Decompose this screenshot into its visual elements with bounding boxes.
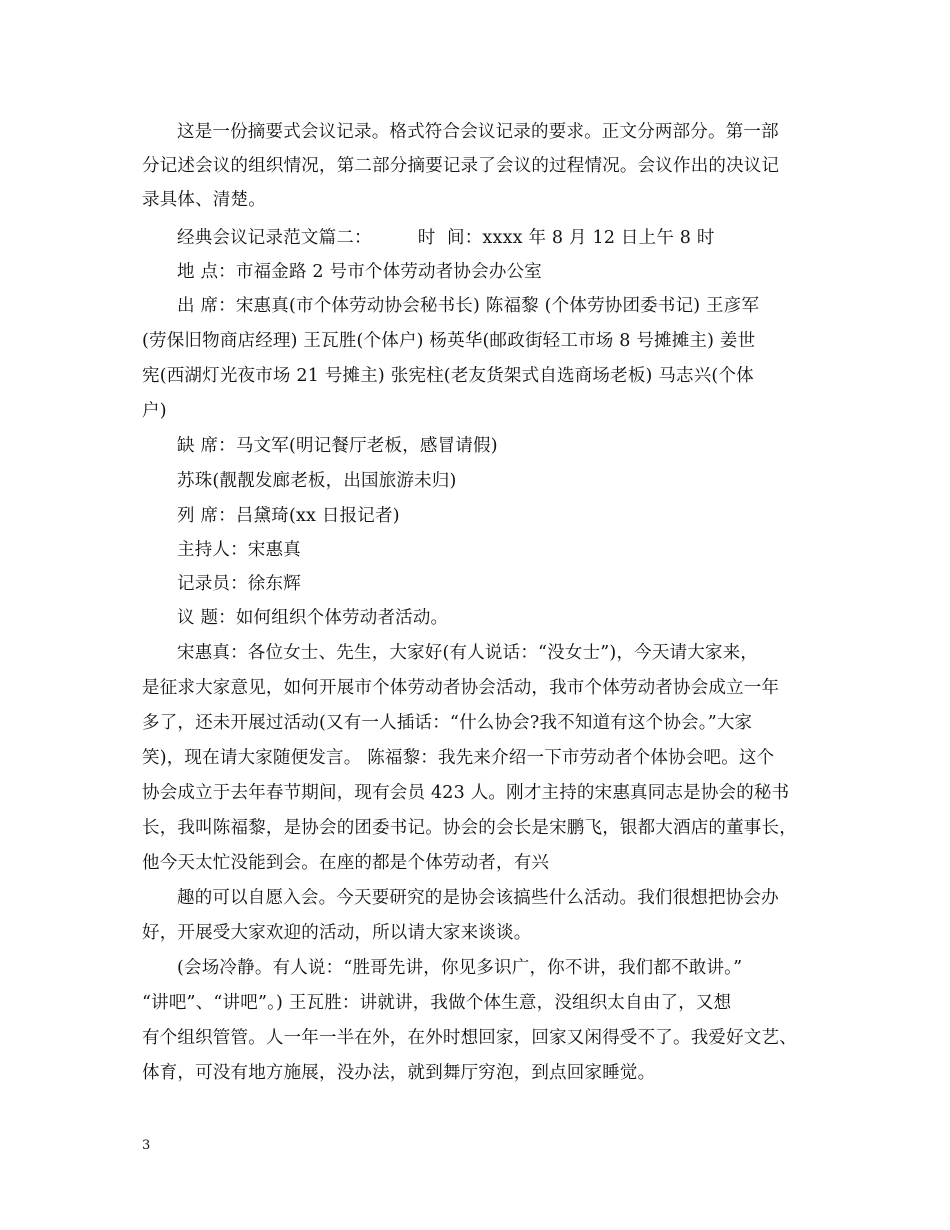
page-number: 3 [142,1138,151,1153]
body-text-line: 协会成立于去年春节期间，现有会员 423 人。刚才主持的宋惠真同志是协会的秘书 [142,783,790,803]
body-text-line: 体育，可没有地方施展，没办法，就到舞厅穷泡，到点回家睡觉。 [142,1063,656,1083]
body-text-line: 这是一份摘要式会议记录。格式符合会议记录的要求。正文分两部分。第一部 [177,122,779,142]
recorder-line: 记录员：徐东辉 [177,574,301,594]
body-text-line: 笑)，现在请大家随便发言。 陈福黎：我先来介绍一下市劳动者个体协会吧。这个 [142,748,775,768]
body-text-line: 有个组织管管。人一年一半在外，在外时想回家，回家又闲得受不了。我爱好文艺、 [142,1028,797,1048]
absent-line: 缺 席：马文军(明记餐厅老板，感冒请假) [177,436,498,456]
body-text-line: 宋惠真：各位女士、先生，大家好(有人说话：“没女士”)，今天请大家来， [177,643,759,663]
body-text-line: 长，我叫陈福黎，是协会的团委书记。协会的会长是宋鹏飞，银都大酒店的董事长， [142,818,797,838]
body-text-line: (会场冷静。有人说：“胜哥先讲，你见多识广，你不讲，我们都不敢讲。” [177,958,743,978]
attendees-line: (劳保旧物商店经理) 王瓦胜(个体户) 杨英华(邮政街轻工市场 8 号摊摊主) 姜世 [142,331,756,351]
body-text-line: 录具体、清楚。 [142,190,266,210]
meeting-location-line: 地 点：市福金路 2 号市个体劳动者协会办公室 [177,262,542,282]
body-text-line: 趣的可以自愿入会。今天要研究的是协会该搞些什么活动。我们很想把协会办 [177,888,779,908]
attendees-line: 户) [142,401,167,421]
attendees-line: 宪(西湖灯光夜市场 21 号摊主) 张宪柱(老友货架式自选商场老板) 马志兴(个体 [142,366,754,386]
attendees-line: 出 席：宋惠真(市个体劳动协会秘书长) 陈福黎 (个体劳协团委书记) 王彦军 [177,296,760,316]
observer-line: 列 席：吕黛琦(xx 日报记者) [177,506,400,526]
body-text-line: “讲吧”、“讲吧”。) 王瓦胜：讲就讲，我做个体生意，没组织太自由了，又想 [142,993,732,1013]
body-text-line: 多了，还未开展过活动(又有一人插话：“什么协会?我不知道有这个协会。”大家 [142,713,753,733]
host-line: 主持人：宋惠真 [177,540,301,560]
body-text-line: 他今天太忙没能到会。在座的都是个体劳动者，有兴 [142,853,550,873]
section-heading-line: 经典会议记录范文篇二： 时 间：xxxx 年 8 月 12 日上午 8 时 [177,228,715,248]
body-text-line: 分记述会议的组织情况，第二部分摘要记录了会议的过程情况。会议作出的决议记 [142,156,780,176]
body-text-line: 是征求大家意见，如何开展市个体劳动者协会活动，我市个体劳动者协会成立一年 [142,678,780,698]
body-text-line: 好，开展受大家欢迎的活动，所以请大家来谈谈。 [142,923,532,943]
absent-line: 苏珠(靓靓发廊老板，出国旅游未归) [177,471,457,491]
topic-line: 议 题：如何组织个体劳动者活动。 [177,608,449,628]
